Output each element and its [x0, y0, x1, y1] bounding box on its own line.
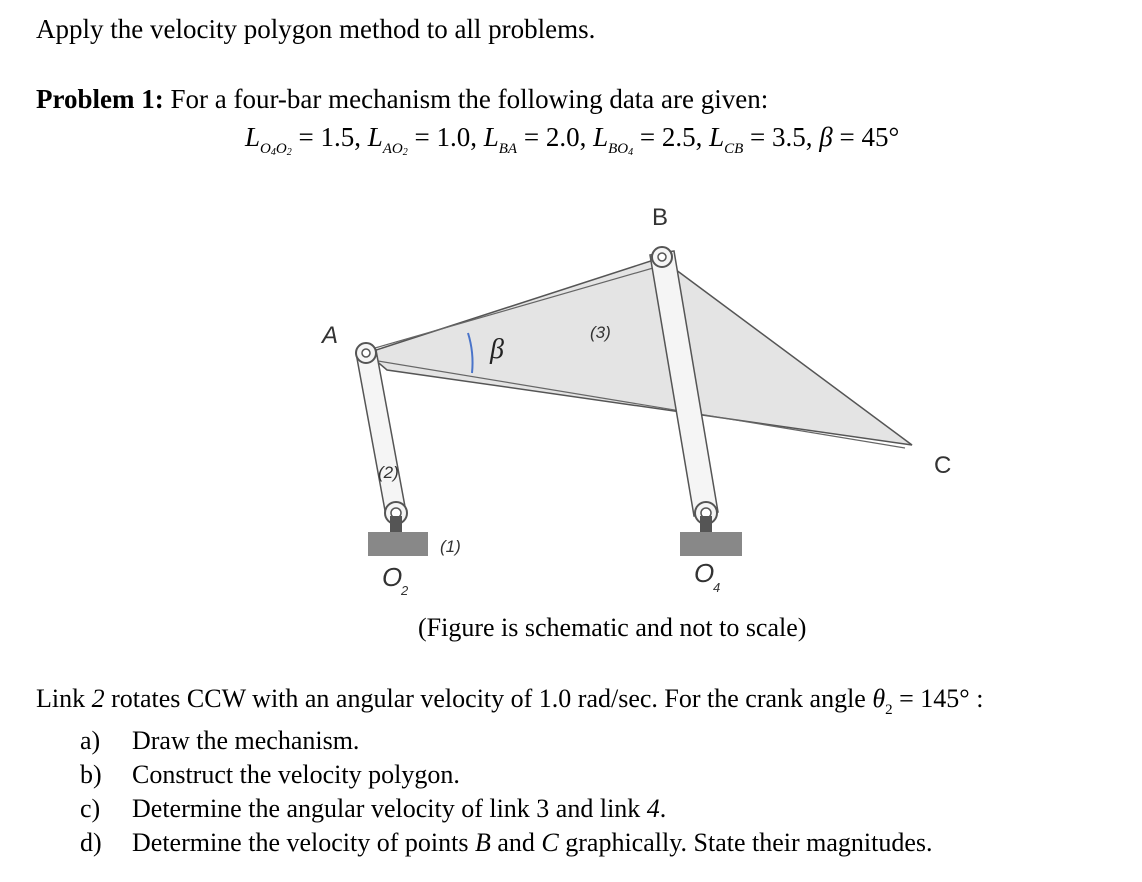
label-o4: O: [694, 558, 715, 588]
ground-block-o2: [368, 532, 428, 556]
figure-caption: (Figure is schematic and not to scale): [418, 613, 807, 642]
list-item: [80, 826, 933, 860]
ground-block-o4: [680, 532, 742, 556]
body-theta-value: = 145° :: [899, 684, 984, 713]
pin-b-inner: [658, 253, 666, 261]
body-lead: Link: [36, 684, 86, 713]
task-end: graphically. State their magnitudes.: [565, 828, 933, 857]
label-o4-sub: 4: [713, 580, 721, 595]
link3-plate: [367, 258, 912, 445]
problem-statement: For a four-bar mechanism the following data are given:: [170, 84, 769, 114]
task-text: Construct the velocity polygon.: [132, 760, 460, 789]
ground-post-o4: [700, 516, 712, 532]
given-L-AO2: 1.0: [436, 122, 471, 152]
body-theta: θ: [872, 684, 886, 713]
task-mark: c): [80, 794, 101, 823]
given-L-BA: 2.0: [545, 122, 580, 152]
intro-text: Apply the velocity polygon method to all problems.: [36, 14, 596, 44]
problem-body: [36, 684, 983, 719]
label-beta: β: [490, 334, 504, 365]
task-text: Draw the mechanism.: [132, 726, 360, 755]
problem-heading: [36, 84, 768, 115]
task-tail: .: [659, 794, 667, 823]
label-a: A: [322, 322, 339, 349]
task-point-c: C: [541, 828, 559, 857]
task-mark: a): [80, 726, 101, 755]
given-L-O4O2: 1.5: [320, 122, 355, 152]
task-and: and: [497, 828, 535, 857]
list-item: [80, 792, 933, 826]
task-mark: d): [80, 828, 102, 857]
ground-post-o2: [390, 516, 402, 532]
given-L-BO4: 2.5: [661, 122, 696, 152]
label-b: B: [652, 204, 669, 231]
label-link2: (2): [378, 463, 399, 482]
task-list: [80, 724, 933, 860]
link2-bar: [356, 350, 406, 516]
label-o2: O: [382, 562, 403, 592]
task-text: Determine the velocity of points: [132, 828, 469, 857]
label-link1: (1): [440, 537, 461, 556]
body-theta-sub: 2: [885, 702, 893, 718]
body-text: rotates CCW with an angular velocity of 1.0 rad/sec. For the crank angle: [111, 684, 866, 713]
task-point-b: B: [474, 828, 491, 857]
list-item: [80, 724, 933, 758]
task-italic: 4: [646, 794, 660, 823]
given-beta: 45°: [861, 122, 900, 152]
problem-label: Problem 1:: [36, 84, 164, 114]
given-data-equation: $L_{O_4O_2} = 1.5$, $L_{AO_2} = 1.0$, $L_{BA} = 2.0$, $L_{BO_4} = 2.5$, $L_{CB} = 3.5$, β = 45°: [245, 122, 900, 158]
given-L-CB: 3.5: [772, 122, 806, 152]
label-o2-sub: 2: [401, 583, 409, 598]
label-link3: (3): [590, 323, 611, 342]
pin-a-inner: [362, 349, 370, 357]
body-link-num: 2: [91, 684, 105, 713]
task-mark: b): [80, 760, 102, 789]
list-item: [80, 758, 933, 792]
label-c: C: [934, 452, 952, 479]
task-text: Determine the angular velocity of link 3 and link: [132, 794, 641, 823]
mechanism-figure: [300, 190, 952, 600]
